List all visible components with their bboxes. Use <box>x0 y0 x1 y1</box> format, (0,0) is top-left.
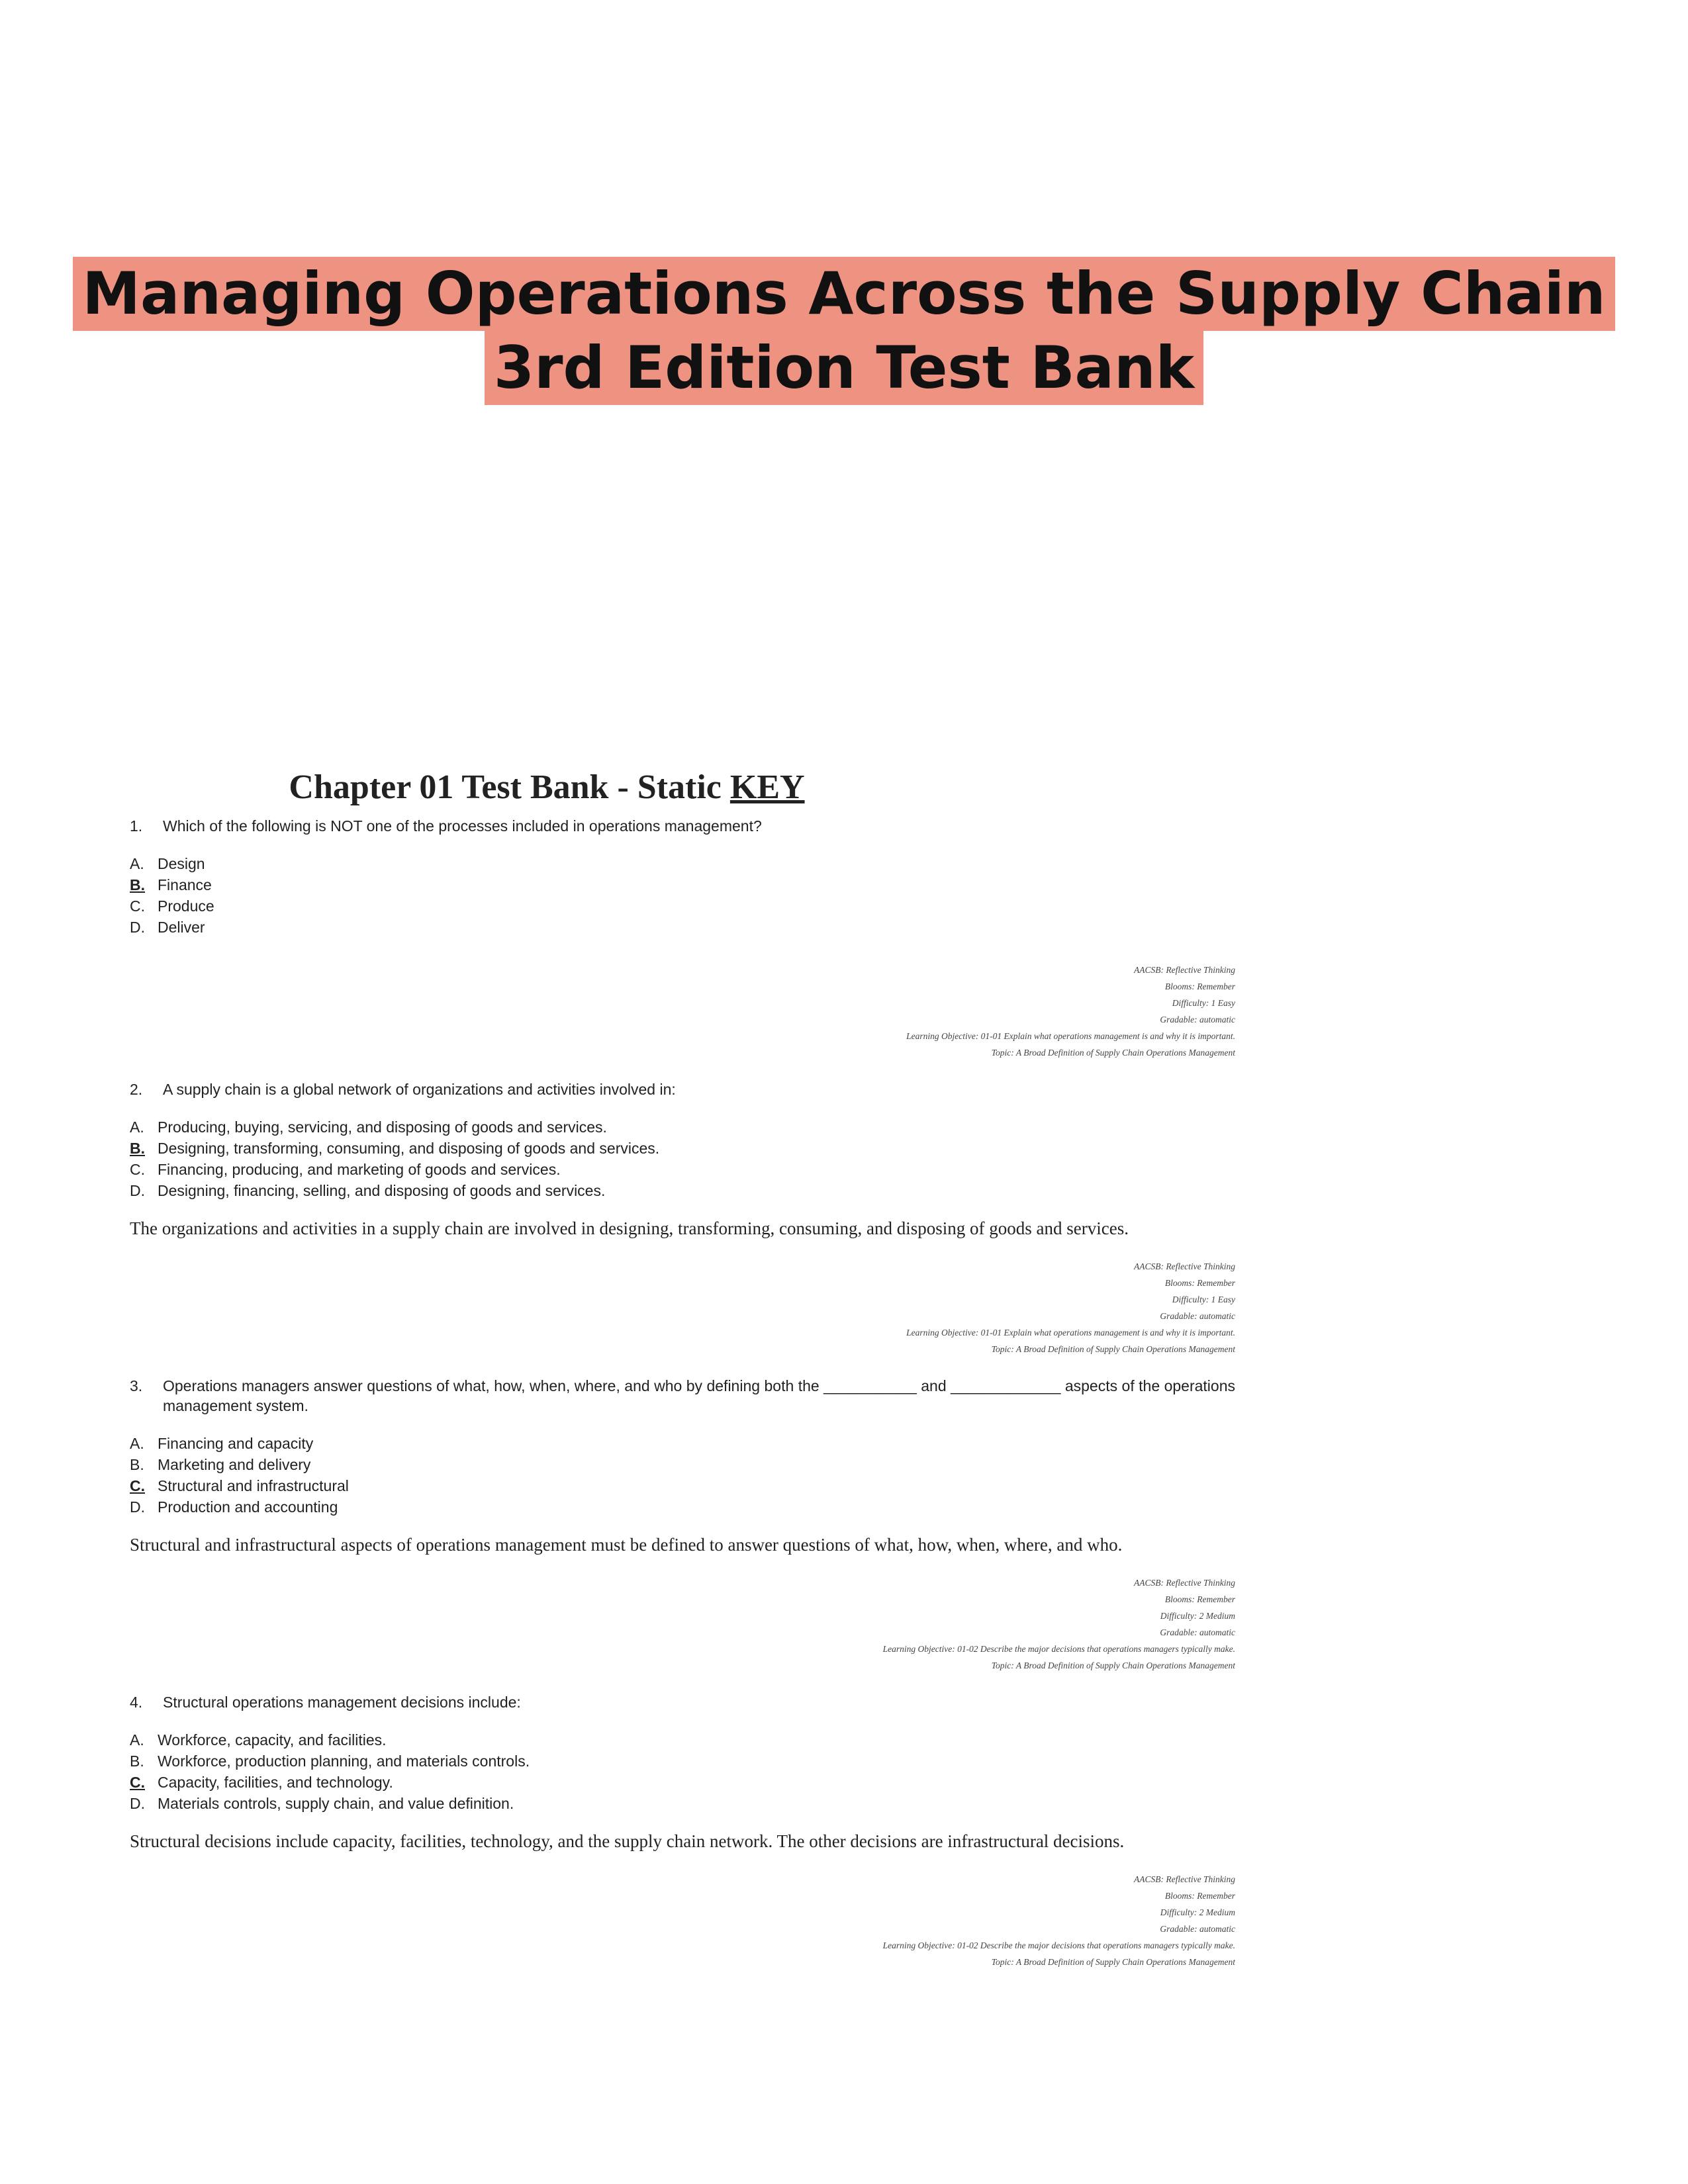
answer-option <box>130 1751 1235 1772</box>
option-text: Workforce, capacity, and facilities. <box>158 1731 387 1749</box>
meta-difficulty: Difficulty: 2 Medium <box>1160 1611 1235 1621</box>
meta-learning-objective: Learning Objective: 01-01 Explain what operations management is and why it is important. <box>906 1031 1235 1041</box>
meta-topic: Topic: A Broad Definition of Supply Chain Operations Management <box>991 1661 1235 1670</box>
meta-blooms: Blooms: Remember <box>1164 1594 1235 1604</box>
answer-option <box>130 1433 1235 1454</box>
answer-option-correct <box>130 1475 1235 1496</box>
answer-option <box>130 1116 1235 1138</box>
option-letter: D. <box>130 1795 145 1812</box>
option-letter-correct: B. <box>130 876 145 893</box>
option-text: Production and accounting <box>158 1498 338 1516</box>
option-letter-correct: C. <box>130 1477 145 1494</box>
meta-difficulty: Difficulty: 1 Easy <box>1172 1295 1235 1304</box>
answer-option <box>130 1496 1235 1518</box>
question-metadata <box>130 1574 1235 1674</box>
option-letter-correct: C. <box>130 1774 145 1791</box>
option-letter: B. <box>130 1752 144 1770</box>
question-metadata <box>130 1258 1235 1357</box>
meta-gradable: Gradable: automatic <box>1160 1311 1235 1321</box>
meta-gradable: Gradable: automatic <box>1160 1015 1235 1024</box>
meta-difficulty: Difficulty: 1 Easy <box>1172 998 1235 1008</box>
option-letter: D. <box>130 919 145 936</box>
option-letter: A. <box>130 1435 144 1452</box>
option-letter: A. <box>130 1731 144 1749</box>
option-text: Materials controls, supply chain, and value definition. <box>158 1795 514 1812</box>
option-letter: A. <box>130 855 144 872</box>
answer-option-correct <box>130 1138 1235 1159</box>
option-text: Design <box>158 855 205 872</box>
answer-explanation: Structural and infrastructural aspects of operations management must be defined to answer questions of what, how, when, where, and who. <box>130 1535 1123 1555</box>
meta-topic: Topic: A Broad Definition of Supply Chain Operations Management <box>991 1048 1235 1058</box>
question-number: 4. <box>130 1694 143 1711</box>
option-letter: C. <box>130 1161 145 1178</box>
meta-learning-objective: Learning Objective: 01-01 Explain what operations management is and why it is important. <box>906 1328 1235 1338</box>
question-stem <box>130 816 1235 836</box>
option-text: Marketing and delivery <box>158 1456 311 1473</box>
answer-explanation: The organizations and activities in a supply chain are involved in designing, transforming, consuming, and disposing of goods and services. <box>130 1218 1129 1238</box>
question-block <box>130 816 1235 1061</box>
question-text: Structural operations management decisions include: <box>163 1694 521 1711</box>
banner-title-line-2: 3rd Edition Test Bank <box>485 331 1203 405</box>
option-letter: A. <box>130 1118 144 1136</box>
answer-option <box>130 1454 1235 1475</box>
meta-aacsb: AACSB: Reflective Thinking <box>1134 1578 1235 1588</box>
answer-option <box>130 917 1235 938</box>
answer-option-correct <box>130 1772 1235 1793</box>
meta-topic: Topic: A Broad Definition of Supply Chain Operations Management <box>991 1957 1235 1967</box>
answer-option <box>130 1729 1235 1751</box>
meta-aacsb: AACSB: Reflective Thinking <box>1134 965 1235 975</box>
question-metadata <box>130 1871 1235 1970</box>
question-number: 1. <box>130 817 143 835</box>
title-banner <box>0 257 1688 405</box>
answer-explanation: Structural decisions include capacity, facilities, technology, and the supply chain network. The other decisions are infrastructural decisions. <box>130 1831 1125 1851</box>
option-text: Designing, transforming, consuming, and disposing of goods and services. <box>158 1140 660 1157</box>
meta-difficulty: Difficulty: 2 Medium <box>1160 1907 1235 1917</box>
chapter-title-text: Chapter 01 Test Bank - Static <box>289 768 722 806</box>
question-text: Which of the following is NOT one of the processes included in operations management? <box>163 817 762 835</box>
answer-option <box>130 895 1235 917</box>
answer-option <box>130 1793 1235 1814</box>
chapter-title-key: KEY <box>729 768 805 806</box>
question-text: Operations managers answer questions of what, how, when, where, and who by defining both the ___________ and _____________ aspects of the operations management system. <box>163 1377 1235 1414</box>
option-letter: B. <box>130 1456 144 1473</box>
answer-options <box>130 1433 1235 1518</box>
meta-learning-objective: Learning Objective: 01-02 Describe the major decisions that operations managers typically make. <box>882 1940 1235 1950</box>
meta-topic: Topic: A Broad Definition of Supply Chain Operations Management <box>991 1344 1235 1354</box>
question-block <box>130 1079 1235 1357</box>
banner-title-line-1: Managing Operations Across the Supply Chain <box>73 257 1615 331</box>
test-bank-page <box>130 768 1235 1989</box>
option-letter: D. <box>130 1498 145 1516</box>
meta-blooms: Blooms: Remember <box>1164 1891 1235 1901</box>
meta-blooms: Blooms: Remember <box>1164 1278 1235 1288</box>
chapter-title <box>130 768 964 807</box>
option-text: Capacity, facilities, and technology. <box>158 1774 393 1791</box>
meta-aacsb: AACSB: Reflective Thinking <box>1134 1874 1235 1884</box>
meta-gradable: Gradable: automatic <box>1160 1924 1235 1934</box>
meta-aacsb: AACSB: Reflective Thinking <box>1134 1261 1235 1271</box>
option-text: Finance <box>158 876 212 893</box>
answer-options <box>130 1116 1235 1201</box>
question-block <box>130 1692 1235 1970</box>
question-number: 3. <box>130 1377 143 1394</box>
option-text: Deliver <box>158 919 205 936</box>
option-text: Produce <box>158 897 214 915</box>
question-metadata <box>130 962 1235 1061</box>
answer-option <box>130 1159 1235 1180</box>
question-number: 2. <box>130 1081 143 1098</box>
option-letter-correct: B. <box>130 1140 145 1157</box>
answer-option <box>130 1180 1235 1201</box>
question-stem <box>130 1079 1235 1099</box>
question-block <box>130 1376 1235 1674</box>
question-stem <box>130 1376 1235 1416</box>
option-text: Financing, producing, and marketing of goods and services. <box>158 1161 561 1178</box>
option-text: Designing, financing, selling, and disposing of goods and services. <box>158 1182 606 1199</box>
answer-option <box>130 853 1235 874</box>
option-text: Structural and infrastructural <box>158 1477 349 1494</box>
option-text: Producing, buying, servicing, and disposing of goods and services. <box>158 1118 607 1136</box>
meta-gradable: Gradable: automatic <box>1160 1627 1235 1637</box>
option-text: Financing and capacity <box>158 1435 314 1452</box>
answer-options <box>130 1729 1235 1814</box>
question-stem <box>130 1692 1235 1712</box>
meta-learning-objective: Learning Objective: 01-02 Describe the major decisions that operations managers typically make. <box>882 1644 1235 1654</box>
answer-options <box>130 853 1235 938</box>
question-text: A supply chain is a global network of organizations and activities involved in: <box>163 1081 676 1098</box>
meta-blooms: Blooms: Remember <box>1164 981 1235 991</box>
option-text: Workforce, production planning, and materials controls. <box>158 1752 530 1770</box>
option-letter: C. <box>130 897 145 915</box>
answer-option-correct <box>130 874 1235 895</box>
option-letter: D. <box>130 1182 145 1199</box>
